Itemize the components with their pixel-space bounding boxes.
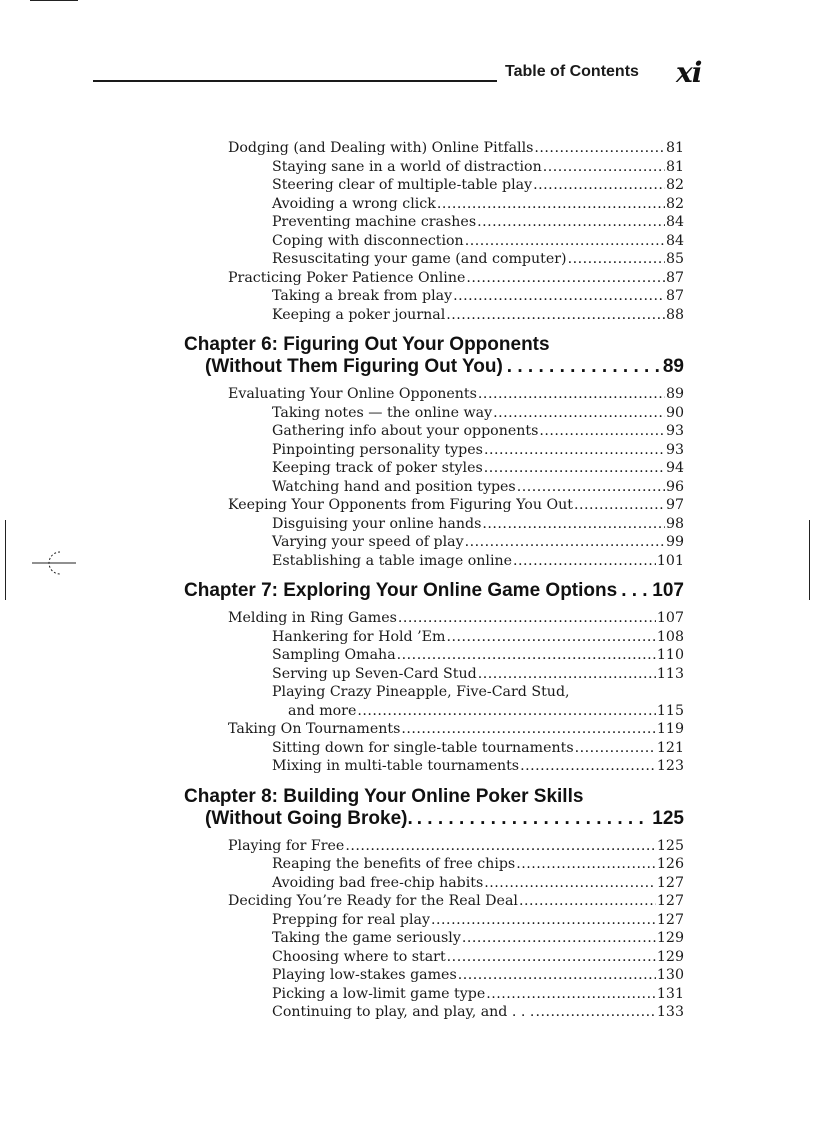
dot-leader [453, 287, 665, 306]
dot-leader [533, 176, 665, 195]
dot-leader [465, 533, 665, 552]
toc-subsection-entry[interactable] [184, 250, 684, 269]
entry-page-number: 127 [656, 874, 684, 891]
entry-title: Staying sane in a world of distraction [272, 158, 542, 175]
toc-subsection-entry[interactable] [184, 683, 684, 702]
running-header-title: Table of Contents [505, 63, 639, 80]
entry-title: Sitting down for single-table tournaments [272, 739, 574, 756]
entry-page-number: 88 [665, 306, 684, 323]
dot-leader [568, 250, 665, 269]
entry-page-number: 85 [665, 251, 684, 267]
entry-title: Playing for Free [228, 837, 345, 854]
entry-title: Keeping Your Opponents from Figuring You Out [228, 497, 573, 513]
dot-leader [517, 478, 665, 497]
dot-leader [484, 874, 656, 893]
entry-page-number: 108 [656, 628, 684, 645]
entry-title: Establishing a table image online [272, 552, 513, 569]
toc-subsection-entry[interactable] [184, 158, 684, 177]
dot-leader [401, 720, 656, 739]
entry-page-number: 81 [665, 140, 684, 156]
toc-subsection-entry[interactable] [184, 911, 684, 930]
entry-title: Resuscitating your game (and computer) [272, 251, 567, 267]
dot-leader [486, 985, 656, 1004]
entry-page-number: 107 [656, 610, 684, 626]
entry-title: Prepping for real play [272, 911, 431, 928]
toc-section-entry[interactable] [184, 720, 684, 739]
toc-subsection-entry[interactable] [184, 478, 684, 497]
dot-leader [478, 385, 665, 404]
entry-title: Keeping a poker journal [272, 306, 446, 323]
dot-leader [574, 496, 665, 515]
entry-title: Pinpointing personality types [272, 441, 483, 458]
chapter-title-text: (Without Them Figuring Out You) [205, 356, 503, 377]
toc-subsection-entry[interactable] [184, 232, 684, 251]
entry-title: Dodging (and Dealing with) Online Pitfalls [228, 140, 534, 156]
dot-leader [482, 515, 665, 534]
toc-section-entry[interactable] [184, 385, 684, 404]
toc-subsection-entry[interactable] [184, 287, 684, 306]
dot-leader [465, 232, 665, 251]
entry-title: Taking notes — the online way [272, 404, 493, 421]
chapter-page-number: 107 [652, 580, 684, 601]
dot-leader [484, 459, 665, 478]
dot-leader [543, 158, 665, 177]
entry-title: Reaping the benefits of free chips [272, 856, 516, 872]
dot-leader [575, 739, 656, 758]
toc-section-entry[interactable] [184, 496, 684, 515]
dot-leader [466, 269, 665, 288]
entry-page-number: 97 [665, 497, 684, 513]
chapter-title-line [184, 808, 684, 830]
entry-title: Preventing machine crashes [272, 214, 477, 230]
chapter-heading[interactable] [184, 580, 684, 602]
toc-subsection-entry[interactable] [184, 515, 684, 534]
entry-title: Hankering for Hold ’Em [272, 628, 446, 645]
entry-page-number: 96 [665, 478, 684, 495]
entry-page-number: 113 [656, 665, 684, 682]
entry-page-number: 115 [656, 702, 684, 719]
entry-title: Melding in Ring Games [228, 610, 397, 626]
entry-page-number: 87 [665, 269, 684, 286]
entry-page-number: 131 [656, 985, 684, 1002]
toc-subsection-entry[interactable] [184, 628, 684, 647]
toc-subsection-entry[interactable] [184, 176, 684, 195]
toc-subsection-entry[interactable] [184, 404, 684, 423]
dot-leader [446, 628, 655, 647]
entry-page-number: 121 [656, 739, 684, 756]
entry-title: Practicing Poker Patience Online [228, 269, 466, 286]
entry-page-number: 126 [656, 856, 684, 872]
entry-title: Sampling Omaha [272, 647, 396, 663]
entry-page-number: 84 [665, 214, 684, 230]
dot-leader [477, 213, 665, 232]
dot-leader [446, 306, 665, 325]
dot-leader [507, 356, 659, 378]
dot-leader [397, 646, 656, 665]
chapter-title-line [184, 356, 684, 378]
toc-subsection-entry[interactable] [184, 552, 684, 571]
entry-title: Avoiding a wrong click [272, 195, 436, 212]
toc-subsection-entry[interactable] [184, 665, 684, 684]
toc-subsection-entry[interactable] [184, 855, 684, 874]
entry-title: Taking On Tournaments [228, 721, 401, 737]
chapter-title-text: (Without Going Broke). [205, 807, 413, 829]
entry-page-number: 89 [665, 386, 684, 402]
dot-leader [357, 702, 656, 721]
entry-page-number: 127 [656, 893, 684, 909]
dot-leader [345, 837, 656, 856]
entry-title: Picking a low-limit game type [272, 985, 486, 1002]
dot-leader [513, 552, 656, 571]
entry-page-number: 82 [665, 177, 684, 193]
toc-subsection-entry[interactable] [184, 966, 684, 985]
entry-page-number: 125 [656, 837, 684, 854]
entry-page-number: 133 [656, 1004, 684, 1020]
entry-title: Coping with disconnection [272, 232, 464, 249]
registration-mark-icon [30, 548, 78, 578]
toc-subsection-entry[interactable] [184, 948, 684, 967]
dot-leader [484, 441, 665, 460]
entry-page-number: 123 [656, 758, 684, 774]
entry-page-number: 129 [656, 930, 684, 946]
dot-leader [437, 195, 665, 214]
entry-page-number: 130 [656, 967, 684, 983]
toc-subsection-entry[interactable] [184, 985, 684, 1004]
entry-title: Taking a break from play [272, 288, 453, 304]
toc-subsection-entry[interactable] [184, 306, 684, 325]
chapter-title-line: Chapter 8: Building Your Online Poker Skills [184, 785, 584, 807]
entry-page-number: 129 [656, 948, 684, 965]
toc-subsection-entry[interactable] [184, 929, 684, 948]
toc-subsection-entry[interactable] [184, 533, 684, 552]
toc-subsection-entry[interactable] [184, 1003, 684, 1022]
entry-title: Disguising your online hands [272, 515, 482, 532]
entry-title: Evaluating Your Online Opponents [228, 386, 477, 402]
entry-page-number: 98 [665, 515, 684, 532]
toc-section-entry[interactable] [184, 837, 684, 856]
toc-subsection-entry[interactable] [184, 422, 684, 441]
entry-page-number: 94 [665, 460, 684, 476]
toc-subsection-entry[interactable] [184, 195, 684, 214]
entry-title: Avoiding bad free-chip habits [272, 874, 484, 891]
dot-leader [458, 966, 656, 985]
entry-title: and more [288, 702, 357, 719]
entry-page-number: 93 [665, 441, 684, 458]
dot-leader [417, 808, 649, 830]
crop-mark [30, 0, 78, 1]
dot-leader [539, 422, 665, 441]
dot-leader [398, 609, 656, 628]
chapter-heading[interactable] [184, 334, 684, 378]
toc-subsection-entry[interactable] [184, 702, 684, 721]
margin-rule [809, 520, 810, 600]
dot-leader [447, 948, 656, 967]
toc-subsection-entry[interactable] [184, 213, 684, 232]
page-number: xi [676, 56, 702, 89]
dot-leader [534, 139, 665, 158]
toc-section-entry[interactable] [184, 609, 684, 628]
table-of-contents [184, 139, 684, 1022]
chapter-page-number: 125 [652, 807, 684, 829]
entry-title: Varying your speed of play [272, 534, 464, 550]
chapter-title-line: Chapter 6: Figuring Out Your Opponents [184, 334, 550, 355]
dot-leader [493, 404, 665, 423]
toc-subsection-entry[interactable] [184, 459, 684, 478]
entry-title: Gathering info about your opponents [272, 423, 539, 439]
chapter-page-number: 89 [662, 356, 684, 377]
entry-page-number: 81 [665, 158, 684, 175]
margin-rule [5, 520, 6, 600]
entry-page-number: 101 [656, 552, 684, 569]
toc-section-entry[interactable] [184, 892, 684, 911]
entry-page-number: 110 [656, 647, 684, 663]
chapter-title-line [184, 580, 684, 602]
toc-section-entry[interactable] [184, 269, 684, 288]
entry-title: Deciding You’re Ready for the Real Deal [228, 893, 518, 909]
entry-page-number: 93 [665, 423, 684, 439]
dot-leader [621, 580, 648, 602]
entry-page-number: 119 [656, 721, 684, 737]
entry-title: Playing low-stakes games [272, 967, 457, 983]
chapter-heading[interactable] [184, 786, 684, 830]
toc-subsection-entry[interactable] [184, 757, 684, 776]
dot-leader [431, 911, 656, 930]
dot-leader [520, 757, 656, 776]
entry-title: Choosing where to start [272, 948, 446, 965]
dot-leader [462, 929, 656, 948]
entry-page-number: 99 [665, 534, 684, 550]
toc-subsection-entry[interactable] [184, 441, 684, 460]
entry-title: Keeping track of poker styles [272, 460, 483, 476]
header-rule [93, 80, 497, 82]
dot-leader [478, 665, 656, 684]
entry-title: Taking the game seriously [272, 930, 461, 946]
toc-subsection-entry[interactable] [184, 739, 684, 758]
entry-title: Mixing in multi-table tournaments [272, 758, 520, 774]
toc-section-entry[interactable] [184, 139, 684, 158]
entry-page-number: 127 [656, 911, 684, 928]
dot-leader [519, 892, 656, 911]
entry-page-number: 82 [665, 195, 684, 212]
dot-leader [516, 855, 656, 874]
dot-leader [535, 1003, 655, 1022]
entry-title: Continuing to play, and play, and . . . [272, 1004, 535, 1020]
entry-page-number: 90 [665, 404, 684, 421]
entry-page-number: 84 [665, 232, 684, 249]
toc-subsection-entry[interactable] [184, 646, 684, 665]
entry-title: Steering clear of multiple-table play [272, 177, 533, 193]
toc-subsection-entry[interactable] [184, 874, 684, 893]
chapter-title-text: Chapter 7: Exploring Your Online Game Options [184, 580, 618, 601]
entry-title: Watching hand and position types [272, 478, 516, 495]
entry-title: Serving up Seven-Card Stud [272, 665, 477, 682]
entry-page-number: 87 [665, 288, 684, 304]
entry-title: Playing Crazy Pineapple, Five-Card Stud, [272, 684, 570, 700]
